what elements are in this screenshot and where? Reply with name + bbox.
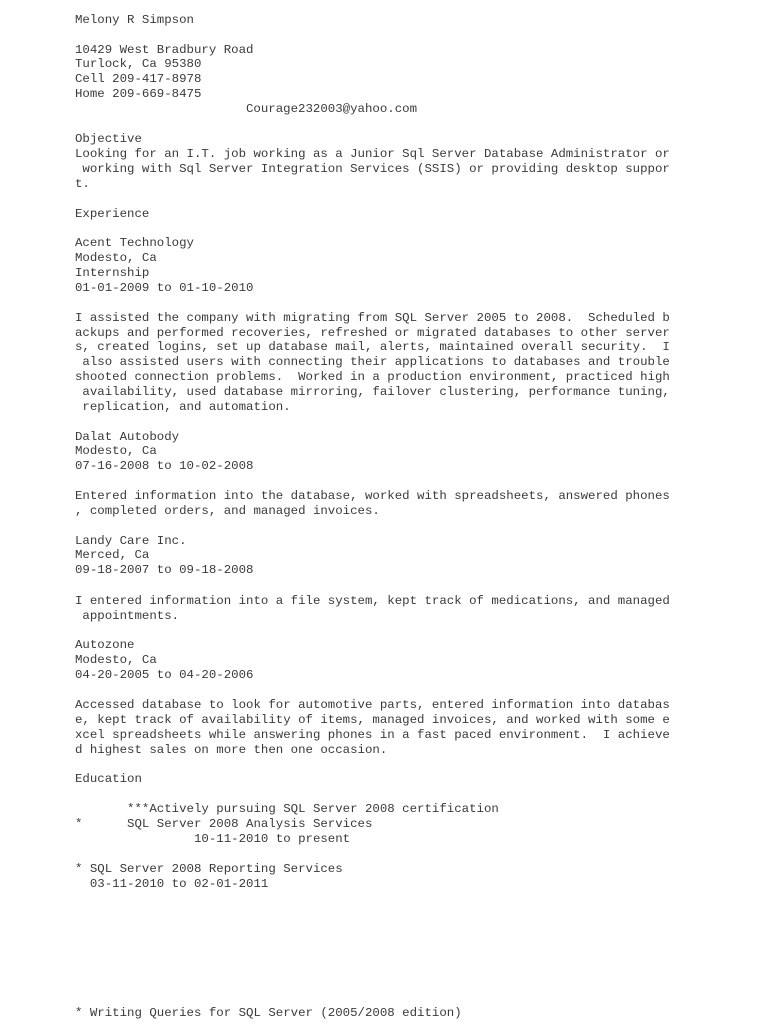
job-description-line: , completed orders, and managed invoices. xyxy=(75,504,380,518)
objective-heading: Objective xyxy=(75,132,142,146)
education-line: ***Actively pursuing SQL Server 2008 certification xyxy=(75,802,499,816)
address-line-2: Turlock, Ca 95380 xyxy=(75,57,202,71)
education-line: 10-11-2010 to present xyxy=(75,832,351,846)
job-description-line: shooted connection problems. Worked in a production environment, practiced high xyxy=(75,370,670,384)
job-company: Acent Technology xyxy=(75,236,194,250)
job-description-line: Accessed database to look for automotive parts, entered information into databas xyxy=(75,698,670,712)
job-role: Internship xyxy=(75,266,150,280)
job-description-line: also assisted users with connecting their applications to databases and trouble xyxy=(75,355,670,369)
education-line: * SQL Server 2008 Analysis Services xyxy=(75,817,373,831)
job-location: Modesto, Ca xyxy=(75,653,157,667)
job-company: Autozone xyxy=(75,638,135,652)
job-dates: 04-20-2005 to 04-20-2006 xyxy=(75,668,254,682)
education-line: * Writing Queries for SQL Server (2005/2008 edition) xyxy=(75,1006,462,1020)
job-location: Modesto, Ca xyxy=(75,444,157,458)
objective-line: Looking for an I.T. job working as a Junior Sql Server Database Administrator or xyxy=(75,147,670,161)
job-description-line: ackups and performed recoveries, refreshed or migrated databases to other server xyxy=(75,326,670,340)
cell-phone: Cell 209-417-8978 xyxy=(75,72,202,86)
job-description-line: availability, used database mirroring, failover clustering, performance tuning, xyxy=(75,385,670,399)
education-line: * SQL Server 2008 Reporting Services xyxy=(75,862,343,876)
job-dates: 01-01-2009 to 01-10-2010 xyxy=(75,281,254,295)
job-company: Landy Care Inc. xyxy=(75,534,187,548)
applicant-name: Melony R Simpson xyxy=(75,13,194,27)
email-address: Courage232003@yahoo.com xyxy=(246,102,418,116)
job-description-line: d highest sales on more then one occasion. xyxy=(75,743,388,757)
education-heading: Education xyxy=(75,772,142,786)
education-line: 03-11-2010 to 02-01-2011 xyxy=(75,877,269,891)
job-description-line: xcel spreadsheets while answering phones in a fast paced environment. I achieve xyxy=(75,728,670,742)
job-description-line: replication, and automation. xyxy=(75,400,291,414)
job-dates: 09-18-2007 to 09-18-2008 xyxy=(75,563,254,577)
address-line-1: 10429 West Bradbury Road xyxy=(75,43,254,57)
job-description-line: e, kept track of availability of items, managed invoices, and worked with some e xyxy=(75,713,670,727)
job-dates: 07-16-2008 to 10-02-2008 xyxy=(75,459,254,473)
job-description-line: I entered information into a file system, kept track of medications, and managed xyxy=(75,594,670,608)
home-phone: Home 209-669-8475 xyxy=(75,87,202,101)
job-location: Merced, Ca xyxy=(75,548,150,562)
experience-heading: Experience xyxy=(75,207,150,221)
job-description-line: appointments. xyxy=(75,609,180,623)
objective-line: working with Sql Server Integration Services (SSIS) or providing desktop suppor xyxy=(75,162,670,176)
job-location: Modesto, Ca xyxy=(75,251,157,265)
objective-line: t. xyxy=(75,177,90,191)
job-description-line: I assisted the company with migrating from SQL Server 2005 to 2008. Scheduled b xyxy=(75,311,670,325)
job-description-line: Entered information into the database, worked with spreadsheets, answered phones xyxy=(75,489,670,503)
job-description-line: s, created logins, set up database mail, alerts, maintained overall security. I xyxy=(75,340,670,354)
job-company: Dalat Autobody xyxy=(75,430,180,444)
